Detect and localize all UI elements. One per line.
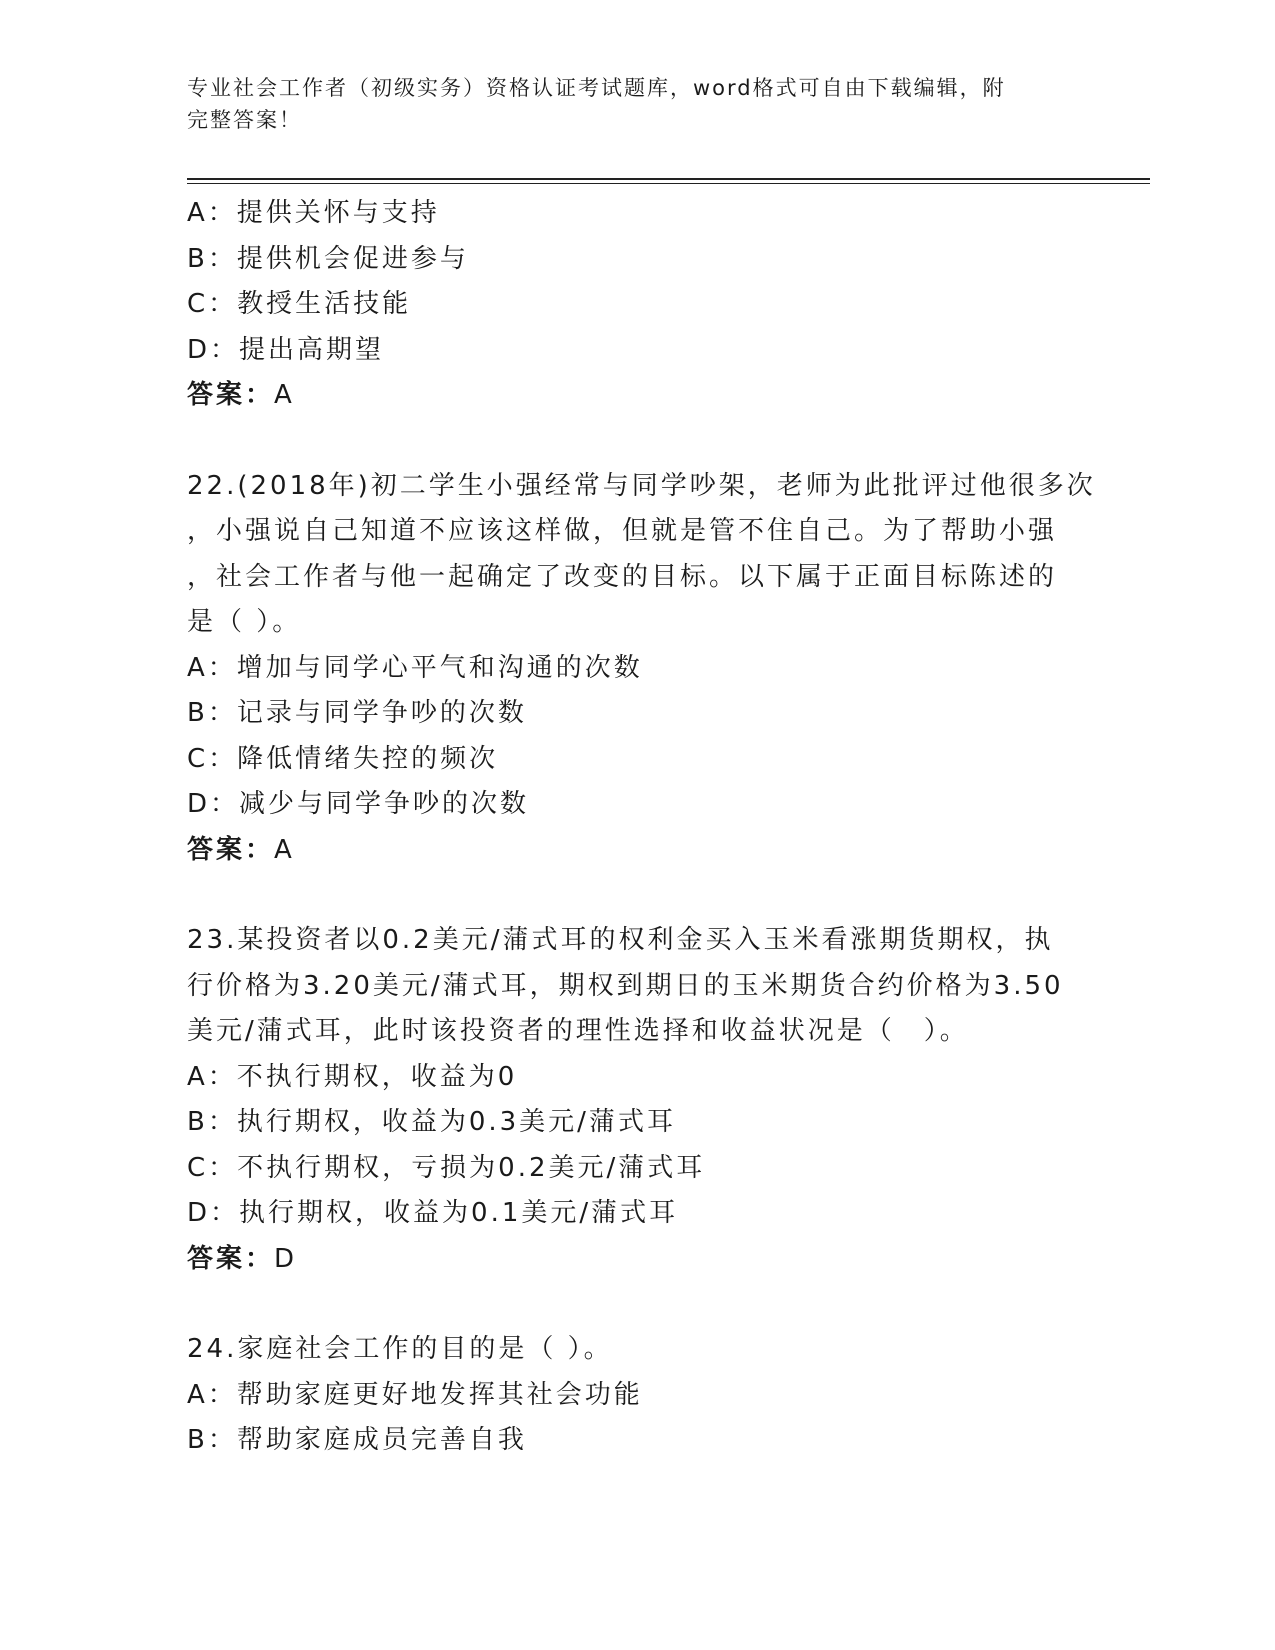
spacer — [187, 1282, 1087, 1327]
question-stem-line: 是（ ）。 — [187, 607, 302, 637]
question-stem-line: 24.家庭社会工作的目的是（ ）。 — [187, 1334, 613, 1364]
option-a: A：帮助家庭更好地发挥其社会功能 — [187, 1379, 643, 1410]
answer-value: D — [274, 1243, 298, 1274]
option-a: A：增加与同学心平气和沟通的次数 — [187, 652, 643, 683]
option-a: A：提供关怀与支持 — [187, 198, 440, 228]
answer-label: 答案： — [187, 834, 275, 865]
question-content — [187, 191, 1096, 1464]
answer-value: A — [274, 380, 295, 410]
answer-line — [187, 1237, 1087, 1283]
option-d: D：执行期权，收益为0.1美元/蒲式耳 — [187, 1198, 679, 1228]
header-line-2: 完整答案！ — [187, 108, 302, 132]
answer-value: A — [274, 834, 295, 865]
option-a: A：不执行期权，收益为0 — [187, 1061, 518, 1092]
spacer — [187, 419, 1087, 464]
answer-line — [187, 373, 1087, 419]
option-c: C：不执行期权，亏损为0.2美元/蒲式耳 — [187, 1152, 706, 1183]
answer-label: 答案： — [187, 380, 275, 410]
question-24 — [187, 1327, 1087, 1464]
option-b: B：记录与同学争吵的次数 — [187, 698, 527, 728]
question-21 — [187, 191, 1087, 419]
question-stem-line: 22.(2018年)初二学生小强经常与同学吵架，老师为此批评过他很多次 — [187, 470, 1096, 501]
header-line-1: 专业社会工作者（初级实务）资格认证考试题库，word格式可自由下载编辑，附 — [187, 76, 1006, 100]
question-stem-line: 23.某投资者以0.2美元/蒲式耳的权利金买入玉米看涨期货期权，执 — [187, 925, 1054, 955]
question-stem-line: 美元/蒲式耳，此时该投资者的理性选择和收益状况是（ ）。 — [187, 1016, 969, 1046]
document-header — [187, 72, 1067, 136]
question-stem-line: ，小强说自己知道不应该这样做，但就是管不住自己。为了帮助小强 — [187, 516, 1058, 546]
header-divider-thick — [187, 178, 1150, 180]
option-b: B：帮助家庭成员完善自我 — [187, 1425, 527, 1455]
header-divider-thin — [187, 183, 1150, 184]
question-22 — [187, 464, 1096, 874]
option-b: B：提供机会促进参与 — [187, 243, 469, 274]
option-d: D：提出高期望 — [187, 334, 385, 365]
question-stem-line: ，社会工作者与他一起确定了改变的目标。以下属于正面目标陈述的 — [187, 561, 1058, 592]
question-23 — [187, 918, 1087, 1282]
option-c: C：降低情绪失控的频次 — [187, 743, 499, 774]
answer-label: 答案： — [187, 1243, 275, 1274]
spacer — [187, 873, 1087, 918]
answer-line — [187, 828, 1087, 874]
option-c: C：教授生活技能 — [187, 289, 412, 319]
option-b: B：执行期权，收益为0.3美元/蒲式耳 — [187, 1107, 676, 1137]
option-d: D：减少与同学争吵的次数 — [187, 789, 530, 819]
question-stem-line: 行价格为3.20美元/蒲式耳，期权到期日的玉米期货合约价格为3.50 — [187, 970, 1064, 1001]
